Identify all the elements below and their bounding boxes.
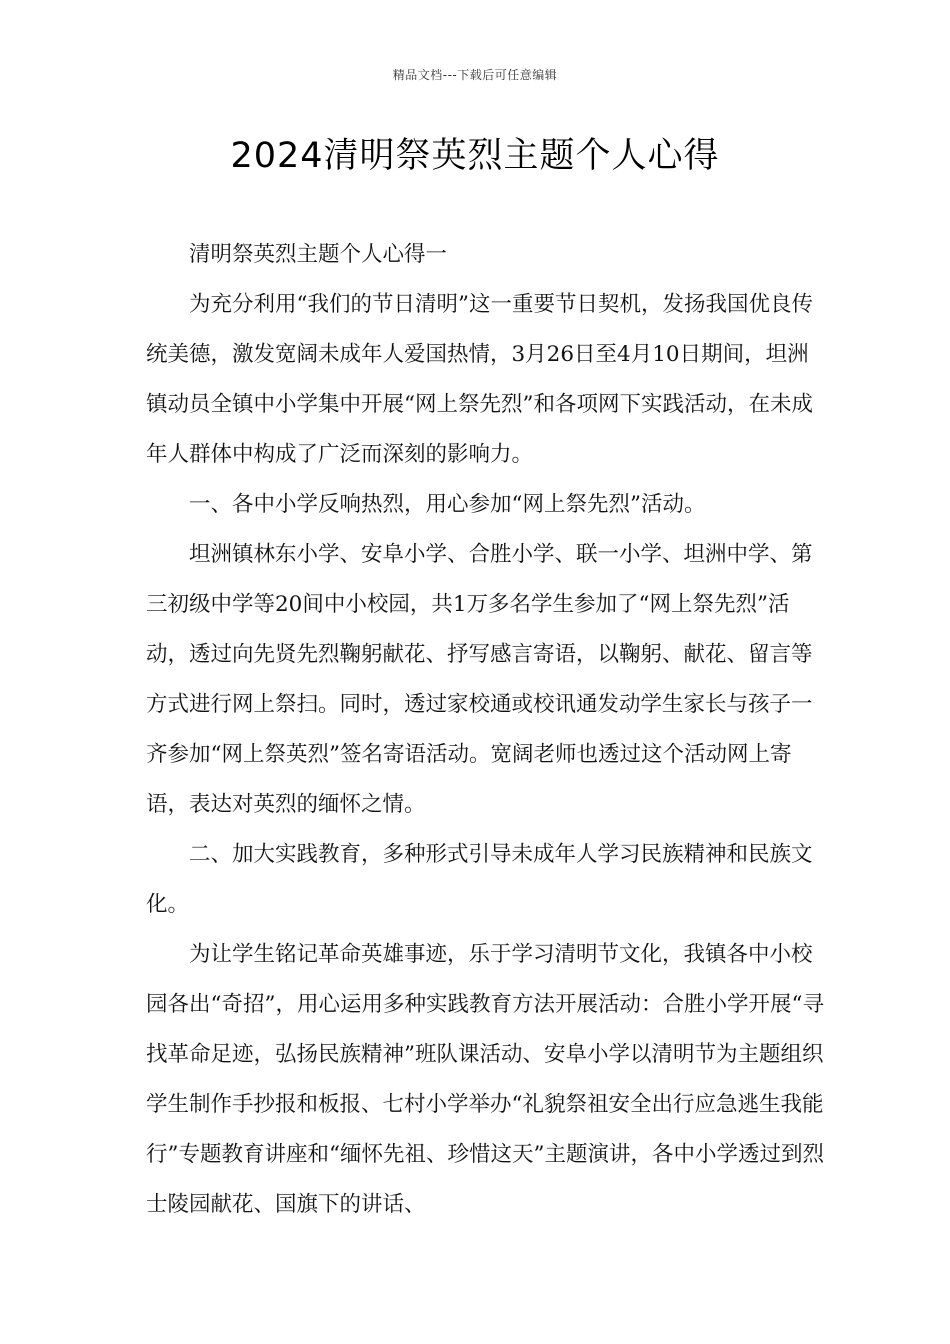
paragraph-subtitle: 清明祭英烈主题个人心得一 bbox=[189, 242, 448, 267]
paragraph: 为让学生铭记革命英雄事迹，乐于学习清明节文化，我镇各中小校园各出“奇招”，用心运用多种实践教育方法开展活动：合胜小学开展“寻找革命足迹，弘扬民族精神”班队课活动、安阜小学以清明节为主题组织学生制作手抄报和板报、七村小学举办“礼貌祭祖安全出行应急逃生我能行”专题教育讲座和“缅怀先祖、珍惜这天”主题演讲，各中小学透过到烈士陵园献花、国旗下的讲话、 bbox=[146, 942, 824, 1217]
section-heading: 二、加大实践教育，多种形式引导未成年人学习民族精神和民族文化。 bbox=[146, 842, 813, 917]
section-heading: 一、各中小学反响热烈，用心参加“网上祭先烈”活动。 bbox=[189, 492, 706, 517]
paragraph: 坦洲镇林东小学、安阜小学、合胜小学、联一小学、坦洲中学、第三初级中学等20间中小校园，共1万多名学生参加了“网上祭先烈”活动，透过向先贤先烈鞠躬献花、抒写感言寄语，以鞠躬、献花、留言等方式进行网上祭扫。同时，透过家校通或校讯通发动学生家长与孩子一齐参加“网上祭英烈”签名寄语活动。宽阔老师也透过这个活动网上寄语，表达对英烈的缅怀之情。 bbox=[146, 542, 813, 817]
document-body bbox=[146, 230, 826, 1230]
document-title: 2024清明祭英烈主题个人心得 bbox=[230, 136, 720, 176]
header-note: 精品文档---下载后可任意编辑 bbox=[392, 68, 558, 82]
paragraph: 为充分利用“我们的节日清明”这一重要节日契机，发扬我国优良传统美德，激发宽阔未成年人爱国热情，3月26日至4月10日期间，坦洲镇动员全镇中小学集中开展“网上祭先烈”和各项网下实践活动，在未成年人群体中构成了广泛而深刻的影响力。 bbox=[146, 292, 813, 467]
